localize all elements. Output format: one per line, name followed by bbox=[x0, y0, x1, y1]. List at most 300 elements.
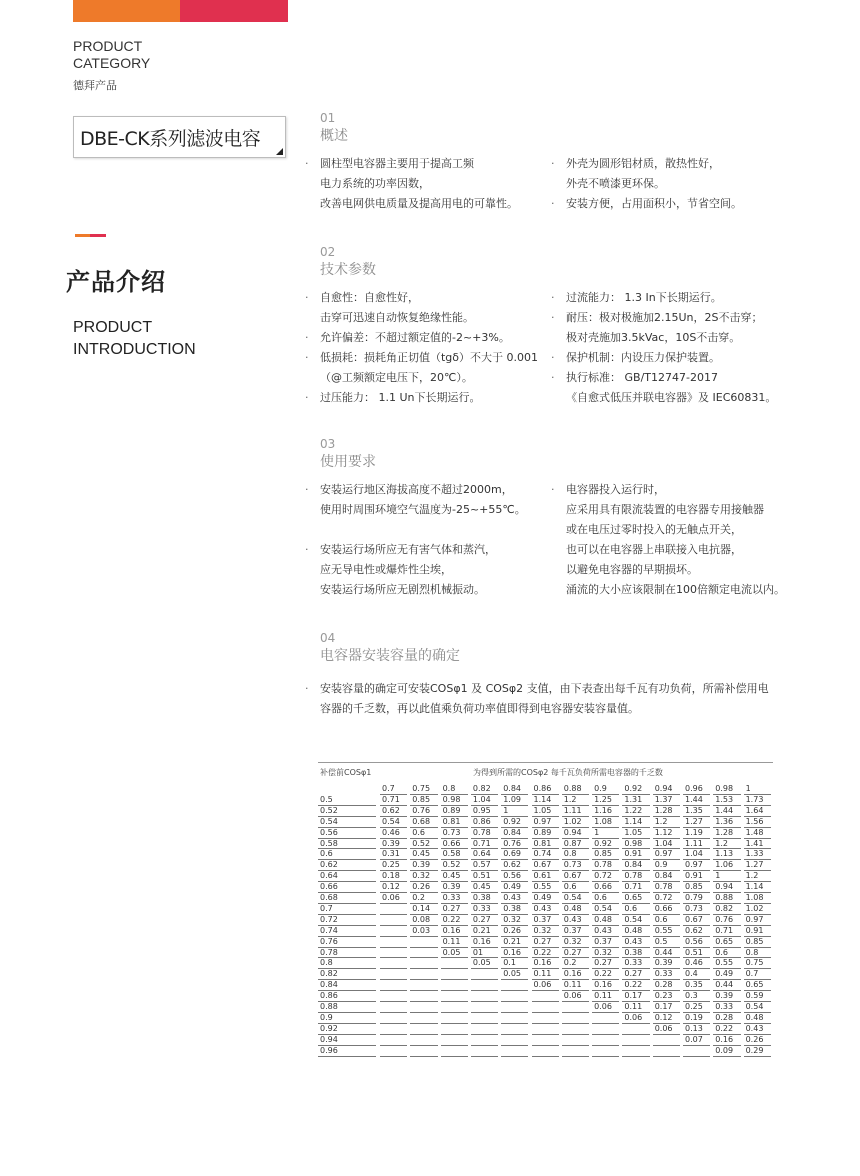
table-cell: 0.25 bbox=[382, 860, 400, 870]
table-cell: 0.71 bbox=[472, 838, 491, 848]
table-cell: 0.92 bbox=[503, 816, 521, 826]
table-cell: 0.78 bbox=[594, 860, 612, 870]
table-cell: 0.73 bbox=[442, 827, 461, 837]
table-cell: 0.38 bbox=[503, 903, 521, 913]
accent-red bbox=[90, 234, 106, 237]
bullet-text: · 允许偏差：不超过额定值的-2~+3%。 bbox=[320, 328, 538, 348]
table-cell: 0.56 bbox=[685, 936, 703, 946]
table-cell: 0.9 bbox=[654, 860, 668, 870]
table-cell: 0.67 bbox=[685, 914, 703, 924]
cell-underline bbox=[380, 936, 407, 937]
table-cell: 0.38 bbox=[624, 947, 643, 957]
table-cell: 0.39 bbox=[442, 882, 461, 892]
table-cell: 1.31 bbox=[624, 794, 643, 804]
table-cell: 0.43 bbox=[745, 1023, 764, 1033]
table-cell: 0.19 bbox=[685, 1012, 703, 1022]
table-cell: 1.09 bbox=[503, 794, 521, 804]
row-cos-value: 0.8 bbox=[320, 958, 333, 968]
table-cell: 0.25 bbox=[685, 1002, 703, 1011]
cell-underline bbox=[380, 903, 407, 904]
cell-underline bbox=[441, 957, 468, 958]
table-cell: 0.16 bbox=[715, 1034, 734, 1044]
table-cell: 0.95 bbox=[472, 805, 491, 815]
section-title: 技术参数 bbox=[320, 262, 376, 278]
table-cell: 1.2 bbox=[654, 816, 668, 826]
table-cell: 0.64 bbox=[472, 849, 491, 859]
table-cell: 0.48 bbox=[745, 1012, 764, 1022]
table-cell: 1.28 bbox=[654, 805, 673, 815]
table-cell: 0.38 bbox=[472, 893, 491, 902]
table-cell: 1.27 bbox=[685, 816, 703, 826]
table-cell: 0.22 bbox=[594, 969, 612, 979]
table-cell: 0.27 bbox=[624, 969, 643, 979]
row-cos-value: 0.82 bbox=[320, 969, 338, 979]
row-cos-value: 0.86 bbox=[320, 991, 338, 1001]
top-color-bar bbox=[73, 0, 288, 22]
cell-underline bbox=[501, 979, 528, 980]
table-cell: 0.49 bbox=[503, 882, 521, 892]
table-cell: 0.98 bbox=[442, 794, 461, 804]
cell-underline bbox=[380, 947, 407, 948]
table-cell: 0.6 bbox=[594, 893, 607, 902]
bullet-text: · 低损耗：损耗角正切值（tgδ）不大于 0.001 bbox=[320, 348, 538, 368]
cell-underline bbox=[410, 1034, 437, 1035]
intro-title-cn: 产品介绍 bbox=[66, 268, 166, 296]
table-cell: 0.16 bbox=[442, 925, 461, 935]
bullet-text: · 圆柱型电容器主要用于提高工频 bbox=[320, 154, 518, 174]
column-value: 0.84 bbox=[503, 784, 521, 793]
cell-underline bbox=[410, 957, 437, 958]
table-cell: 0.54 bbox=[382, 816, 400, 826]
cell-underline bbox=[318, 1056, 376, 1057]
bullet-continuation: 改善电网供电质量及提高用电的可靠性。 bbox=[320, 197, 518, 210]
cell-underline bbox=[653, 1034, 680, 1035]
cell-underline bbox=[592, 1023, 619, 1024]
category-cn: 德拜产品 bbox=[73, 79, 117, 92]
row-cos-value: 0.72 bbox=[320, 914, 338, 924]
cell-underline bbox=[380, 1056, 407, 1057]
table-cell: 0.7 bbox=[745, 969, 759, 979]
table-cell: 0.37 bbox=[563, 925, 582, 935]
cell-underline bbox=[380, 914, 407, 915]
table-cell: 0.72 bbox=[654, 893, 673, 902]
table-cell: 1.08 bbox=[745, 893, 764, 902]
table-cell: 0.81 bbox=[533, 838, 552, 848]
table-cell: 0.05 bbox=[503, 969, 521, 979]
cell-underline bbox=[410, 1056, 437, 1057]
cell-underline bbox=[501, 1012, 528, 1013]
column-value: 0.96 bbox=[685, 784, 703, 793]
cell-underline bbox=[380, 1012, 407, 1013]
cell-underline bbox=[380, 1034, 407, 1035]
row-cos-value: 0.62 bbox=[320, 860, 338, 870]
table-cell: 1.28 bbox=[715, 827, 734, 837]
table-cell: 1.22 bbox=[624, 805, 643, 815]
table-cell: 0.88 bbox=[715, 893, 734, 902]
table-cell: 0.62 bbox=[382, 805, 400, 815]
table-cell: 0.23 bbox=[654, 991, 673, 1001]
table-cell: 0.76 bbox=[503, 838, 521, 848]
table-cell: 0.87 bbox=[563, 838, 582, 848]
table-cell: 0.03 bbox=[412, 925, 431, 935]
cell-underline bbox=[532, 1056, 559, 1057]
table-cell: 0.71 bbox=[715, 925, 734, 935]
cell-underline bbox=[410, 990, 437, 991]
cell-underline bbox=[441, 1045, 468, 1046]
section-01-right bbox=[566, 154, 742, 214]
product-category-label bbox=[73, 38, 150, 72]
bullet-text: · 安装方便，占用面积小，节省空间。 bbox=[566, 194, 742, 214]
table-cell: 1.02 bbox=[745, 903, 764, 913]
table-cell: 1.73 bbox=[745, 794, 764, 804]
table-cell: 1.36 bbox=[715, 816, 734, 826]
table-cell: 0.43 bbox=[624, 936, 643, 946]
cell-underline bbox=[380, 957, 407, 958]
table-cell: 0.46 bbox=[685, 958, 703, 968]
table-cell: 0.06 bbox=[654, 1023, 673, 1033]
table-cell: 0.43 bbox=[533, 903, 552, 913]
row-cos-value: 0.88 bbox=[320, 1002, 338, 1011]
table-cell: 0.76 bbox=[412, 805, 431, 815]
table-cell: 1.56 bbox=[745, 816, 764, 826]
table-cell: 0.16 bbox=[472, 936, 491, 946]
cell-underline bbox=[532, 1001, 559, 1002]
row-cos-value: 0.52 bbox=[320, 805, 338, 815]
table-cell: 0.91 bbox=[745, 925, 764, 935]
table-cell: 0.16 bbox=[503, 947, 521, 957]
row-cos-value: 0.5 bbox=[320, 794, 333, 804]
table-cell: 0.85 bbox=[594, 849, 612, 859]
table-cell: 0.54 bbox=[624, 914, 643, 924]
table-cell: 0.39 bbox=[382, 838, 400, 848]
table-cell: 0.39 bbox=[654, 958, 673, 968]
table-cell: 0.28 bbox=[654, 980, 673, 990]
column-value: 0.98 bbox=[715, 784, 734, 793]
section-02-left bbox=[320, 288, 538, 408]
row-cos-value: 0.9 bbox=[320, 1012, 333, 1022]
cell-underline bbox=[441, 1056, 468, 1057]
intro-en-line2: INTRODUCTION bbox=[73, 341, 196, 358]
row-cos-value: 0.7 bbox=[320, 903, 333, 913]
cell-underline bbox=[380, 968, 407, 969]
table-cell: 0.68 bbox=[412, 816, 431, 826]
spacer bbox=[320, 520, 526, 538]
table-cell: 0.22 bbox=[533, 947, 552, 957]
cell-underline bbox=[410, 979, 437, 980]
cell-underline bbox=[532, 1012, 559, 1013]
cell-underline bbox=[471, 979, 498, 980]
table-cell: 1.14 bbox=[624, 816, 643, 826]
table-cell: 0.65 bbox=[745, 980, 764, 990]
cell-underline bbox=[562, 1012, 589, 1013]
cell-underline bbox=[501, 1001, 528, 1002]
table-cell: 0.55 bbox=[654, 925, 673, 935]
table-cell: 0.6 bbox=[715, 947, 729, 957]
table-cell: 1.2 bbox=[563, 794, 577, 804]
table-cell: 0.33 bbox=[654, 969, 673, 979]
row-cos-value: 0.84 bbox=[320, 980, 338, 990]
table-cell: 0.45 bbox=[412, 849, 431, 859]
table-cell: 0.11 bbox=[563, 980, 582, 990]
row-cos-value: 0.78 bbox=[320, 947, 338, 957]
table-cell: 0.59 bbox=[745, 991, 764, 1001]
table-cell: 0.67 bbox=[563, 871, 582, 881]
cell-underline bbox=[622, 1056, 649, 1057]
table-cell: 0.54 bbox=[563, 893, 582, 902]
table-cell: 0.66 bbox=[594, 882, 612, 892]
bullet-text: · 电容器投入运行时， bbox=[566, 480, 785, 500]
cell-underline bbox=[410, 1012, 437, 1013]
accent-divider bbox=[75, 234, 106, 237]
table-cell: 0.43 bbox=[563, 914, 582, 924]
row-cos-value: 0.64 bbox=[320, 871, 338, 881]
section-title: 使用要求 bbox=[320, 454, 376, 470]
series-title: DBE-CK系列滤波电容 bbox=[80, 127, 261, 150]
table-cell: 0.89 bbox=[533, 827, 552, 837]
column-value: 0.86 bbox=[533, 784, 552, 793]
bullet-continuation: 应采用具有限流装置的电容器专用接触器 bbox=[566, 503, 764, 516]
table-cell: 1.44 bbox=[715, 805, 734, 815]
table-cell: 0.44 bbox=[715, 980, 734, 990]
row-cos-value: 0.76 bbox=[320, 936, 338, 946]
cell-underline bbox=[653, 1045, 680, 1046]
table-cell: 1.41 bbox=[745, 838, 764, 848]
cell-underline bbox=[592, 1056, 619, 1057]
table-cell: 0.71 bbox=[624, 882, 643, 892]
table-cell: 0.55 bbox=[715, 958, 734, 968]
category-en-line2: CATEGORY bbox=[73, 55, 151, 71]
table-top-rule bbox=[318, 762, 773, 763]
table-cell: 0.11 bbox=[533, 969, 552, 979]
series-title-box bbox=[73, 116, 286, 158]
table-cell: 0.98 bbox=[624, 838, 643, 848]
section-03-right bbox=[566, 480, 785, 600]
cell-underline bbox=[380, 1023, 407, 1024]
table-cell: 0.48 bbox=[563, 903, 582, 913]
red-bar bbox=[180, 0, 288, 22]
table-cell: 1 bbox=[715, 871, 721, 881]
cell-underline bbox=[532, 990, 559, 991]
table-cell: 1.08 bbox=[594, 816, 612, 826]
table-cell: 0.33 bbox=[715, 1002, 734, 1011]
table-cell: 0.79 bbox=[685, 893, 703, 902]
orange-bar bbox=[73, 0, 180, 22]
bullet-text: · 执行标准： GB/T12747-2017 bbox=[566, 368, 776, 388]
row-cos-value: 0.96 bbox=[320, 1045, 338, 1055]
cell-underline bbox=[653, 1056, 680, 1057]
table-cell: 0.85 bbox=[685, 882, 703, 892]
table-cell: 0.13 bbox=[685, 1023, 703, 1033]
table-cell: 0.75 bbox=[745, 958, 764, 968]
table-cell: 1.04 bbox=[472, 794, 491, 804]
table-cell: 0.94 bbox=[715, 882, 734, 892]
bullet-continuation: （@工频额定电压下，20℃）。 bbox=[320, 371, 473, 384]
table-cell: 0.62 bbox=[503, 860, 521, 870]
table-cell: 0.27 bbox=[594, 958, 612, 968]
table-cell: 0.07 bbox=[685, 1034, 703, 1044]
table-cell: 0.97 bbox=[745, 914, 764, 924]
table-cell: 0.2 bbox=[412, 893, 426, 902]
bullet-continuation: 击穿可迅速自动恢复绝缘性能。 bbox=[320, 311, 474, 324]
cell-underline bbox=[441, 1023, 468, 1024]
cell-underline bbox=[410, 1001, 437, 1002]
table-cell: 0.67 bbox=[533, 860, 552, 870]
bullet-text: · 安装运行地区海拔高度不超过2000m， bbox=[320, 480, 526, 500]
table-cell: 1.27 bbox=[745, 860, 764, 870]
table-cell: 0.28 bbox=[715, 1012, 734, 1022]
cell-underline bbox=[532, 1034, 559, 1035]
table-cell: 0.55 bbox=[533, 882, 552, 892]
cell-underline bbox=[380, 1001, 407, 1002]
table-cell: 0.22 bbox=[715, 1023, 734, 1033]
cell-underline bbox=[471, 1045, 498, 1046]
table-cell: 0.37 bbox=[594, 936, 612, 946]
table-cell: 0.6 bbox=[412, 827, 426, 837]
table-cell: 0.45 bbox=[472, 882, 491, 892]
table-cell: 1.11 bbox=[563, 805, 582, 815]
cell-underline bbox=[441, 1001, 468, 1002]
table-cell: 0.65 bbox=[715, 936, 734, 946]
row-cos-value: 0.66 bbox=[320, 882, 338, 892]
table-cell: 0.94 bbox=[563, 827, 582, 837]
table-cell: 0.45 bbox=[442, 871, 461, 881]
cell-underline bbox=[471, 1056, 498, 1057]
table-cell: 0.21 bbox=[503, 936, 521, 946]
table-cell: 0.37 bbox=[533, 914, 552, 924]
column-value: 0.92 bbox=[624, 784, 643, 793]
table-cell: 0.58 bbox=[442, 849, 461, 859]
table-cell: 1 bbox=[594, 827, 600, 837]
table-cell: 1 bbox=[503, 805, 509, 815]
cell-underline bbox=[683, 1056, 710, 1057]
table-cell: 0.05 bbox=[472, 958, 491, 968]
row-cos-value: 0.92 bbox=[320, 1023, 338, 1033]
cell-underline bbox=[683, 1045, 710, 1046]
table-cell: 0.27 bbox=[533, 936, 552, 946]
cell-underline bbox=[501, 990, 528, 991]
cell-underline bbox=[410, 968, 437, 969]
table-cell: 0.84 bbox=[503, 827, 521, 837]
table-cell: 0.43 bbox=[594, 925, 612, 935]
bullet-text: · 安装容量的确定可安装COSφ1 及 COSφ2 支值，由下表查出每千瓦有功负荷，所需补偿用电 bbox=[320, 679, 790, 699]
intro-title-en bbox=[73, 317, 196, 361]
bullet-text: · 外壳为圆形铝材质，散热性好， bbox=[566, 154, 742, 174]
table-cell: 0.78 bbox=[654, 882, 673, 892]
column-value: 0.8 bbox=[442, 784, 456, 793]
table-cell: 1.06 bbox=[715, 860, 734, 870]
section-03-heading bbox=[320, 437, 376, 472]
bullet-text: · 保护机制：内设压力保护装置。 bbox=[566, 348, 776, 368]
bullet-continuation: 安装运行场所应无剧烈机械振动。 bbox=[320, 583, 485, 596]
bullet-text: · 安装运行场所应无有害气体和蒸汽， bbox=[320, 540, 526, 560]
column-value: 0.9 bbox=[594, 784, 607, 793]
section-number: 02 bbox=[320, 245, 336, 259]
row-cos-value: 0.94 bbox=[320, 1034, 338, 1044]
table-cell: 0.44 bbox=[654, 947, 673, 957]
table-cell: 1.02 bbox=[563, 816, 582, 826]
cell-underline bbox=[592, 1012, 619, 1013]
cell-underline bbox=[471, 990, 498, 991]
cell-underline bbox=[501, 1023, 528, 1024]
table-cell: 0.21 bbox=[472, 925, 491, 935]
table-cell: 0.66 bbox=[442, 838, 461, 848]
table-cell: 0.65 bbox=[624, 893, 643, 902]
table-cell: 0.49 bbox=[533, 893, 552, 902]
table-cell: 0.06 bbox=[533, 980, 552, 990]
table-cell: 0.27 bbox=[563, 947, 582, 957]
table-cell: 0.73 bbox=[563, 860, 582, 870]
table-cell: 1.04 bbox=[654, 838, 673, 848]
table-cell: 0.66 bbox=[654, 903, 673, 913]
table-cell: 1.11 bbox=[685, 838, 703, 848]
table-cell: 0.51 bbox=[472, 871, 491, 881]
table-cell: 0.11 bbox=[594, 991, 612, 1001]
table-cell: 0.17 bbox=[624, 991, 643, 1001]
table-cell: 0.89 bbox=[442, 805, 461, 815]
cell-underline bbox=[410, 936, 437, 937]
cell-underline bbox=[441, 990, 468, 991]
table-cell: 0.32 bbox=[533, 925, 552, 935]
cell-underline bbox=[471, 1012, 498, 1013]
table-cell: 0.73 bbox=[685, 903, 703, 913]
table-cell: 0.48 bbox=[624, 925, 643, 935]
table-cell: 0.27 bbox=[472, 914, 491, 924]
table-cell: 0.16 bbox=[594, 980, 612, 990]
table-cell: 0.32 bbox=[563, 936, 582, 946]
table-cell: 0.14 bbox=[412, 903, 431, 913]
table-cell: 0.22 bbox=[442, 914, 461, 924]
section-04-body bbox=[320, 679, 790, 719]
bullet-text: · 耐压：极对极施加2.15Un，2S不击穿； bbox=[566, 308, 776, 328]
cell-underline bbox=[471, 1023, 498, 1024]
table-cell: 0.11 bbox=[442, 936, 461, 946]
cell-underline bbox=[713, 1056, 740, 1057]
section-01-left bbox=[320, 154, 518, 214]
table-cell: 0.49 bbox=[715, 969, 734, 979]
table-cell: 0.6 bbox=[624, 903, 638, 913]
cell-underline bbox=[380, 990, 407, 991]
table-cell: 0.32 bbox=[594, 947, 612, 957]
table-cell: 0.46 bbox=[382, 827, 400, 837]
cell-underline bbox=[501, 1034, 528, 1035]
table-cell: 0.48 bbox=[594, 914, 612, 924]
table-cell: 0.91 bbox=[685, 871, 703, 881]
table-cell: 0.17 bbox=[654, 1002, 673, 1011]
cell-underline bbox=[501, 1045, 528, 1046]
intro-en-line1: PRODUCT bbox=[73, 319, 153, 336]
table-cell: 0.26 bbox=[412, 882, 431, 892]
cell-underline bbox=[622, 1034, 649, 1035]
table-cell: 1.13 bbox=[715, 849, 734, 859]
table-cell: 0.3 bbox=[685, 991, 698, 1001]
table-cell: 0.72 bbox=[594, 871, 612, 881]
row-cos-value: 0.74 bbox=[320, 925, 338, 935]
table-cell: 1.53 bbox=[715, 794, 734, 804]
cell-underline bbox=[501, 1056, 528, 1057]
bullet-continuation: 也可以在电容器上串联接入电抗器， bbox=[566, 543, 742, 556]
column-value: 1 bbox=[745, 784, 751, 793]
table-cell: 1.25 bbox=[594, 794, 612, 804]
table-cell: 1.14 bbox=[745, 882, 764, 892]
table-cell: 0.84 bbox=[624, 860, 643, 870]
bullet-continuation: 以避免电容器的早期损坏。 bbox=[566, 563, 698, 576]
table-cell: 1.05 bbox=[533, 805, 552, 815]
bullet-continuation: 涌流的大小应该限制在100倍额定电流以内。 bbox=[566, 583, 785, 596]
table-cell: 0.29 bbox=[745, 1045, 764, 1055]
table-cell: 0.32 bbox=[412, 871, 431, 881]
bullet-continuation: 应无导电性或爆炸性尘埃， bbox=[320, 563, 452, 576]
table-cell: 0.26 bbox=[503, 925, 521, 935]
